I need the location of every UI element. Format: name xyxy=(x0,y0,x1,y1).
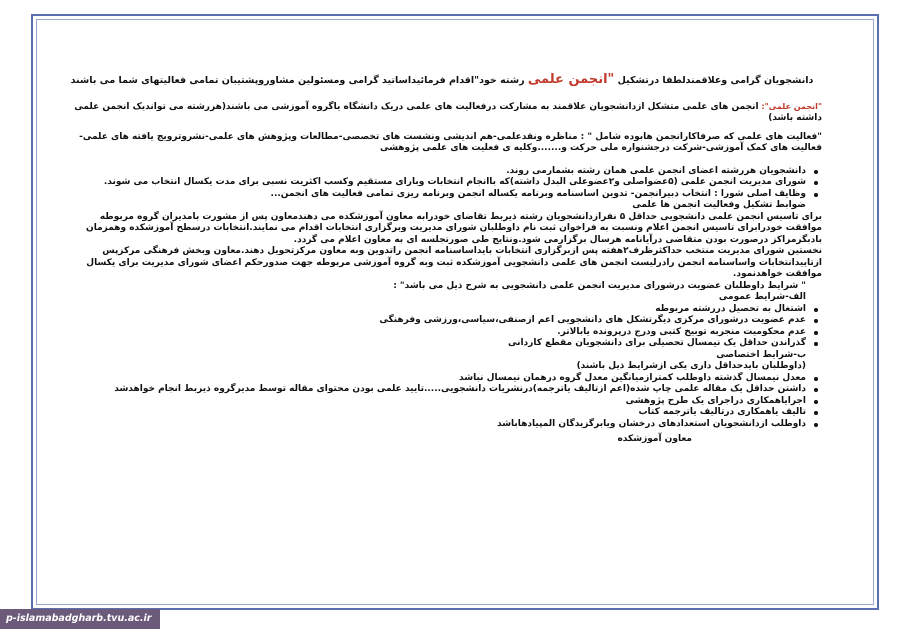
rules-paragraph-1: برای تاسیس انجمن علمی دانشجویی حداقل ۵ نفرازدانشجویان رشته ذیربط تقاضای خودرابه معاون آموزشکده می دهندمعاون پس از مشورت بامدیران گروه مربوطه موافقت خودرابرای تاسیس انجمن اعلام ونسبت به فراخوان ثبت نام داوطلبان شورای مدیریت وبرگزاری انتخابات اقدام می نمایند.انتخابات درسطح آموزشکده وهمزمان بادبگرمراکز درصورت بودن متقاضی درآیانامه هرسال برگزارمی شود.ونتایج طی صورتجلسه ای به معاون اعلام می گردد. xyxy=(86,211,822,245)
list-item: داوطلب ازدانشجویان استعدادهای درخشان ویابرگزیدگان المپیادهاباشد xyxy=(62,419,806,431)
intro-brand: "انجمن علمی xyxy=(527,72,615,87)
definition-text: انجمن های علمی متشکل ازدانشجویان علاقمند به مشارکت درفعالیت های علمی دریک دانشگاه یاگروه آموزشی می باشند(هررشته می توانديک انجمن علمی داشته باشد) xyxy=(74,101,822,123)
specific-note: (داوطلبان بایدحداقل داری یکی ازشرایط ذیل باشند) xyxy=(576,361,806,371)
general-list xyxy=(62,304,822,350)
activities-paragraph: "فعالیت های علمی که صرفاکارانجمن هابوده شامل " : مناظره ونقدعلمی-هم اندیشی ونشست های تخصصی-مطالعات وپژوهش های علمی-نشروترویج یافته های علمی-فعالیت های کمک آموزشی-شرکت درجشنواره ملی حرکت و.......وکلیه ی فعلیت های علمی پژوهشی xyxy=(79,131,822,153)
definition xyxy=(62,101,822,125)
specific-heading: ب-شرایط اختصاصی xyxy=(716,349,806,360)
specific-list xyxy=(62,373,822,431)
list-item: دانشجویان هررشته اعضای انجمن علمی همان رشته بشمارمی روند. xyxy=(62,166,806,178)
list-item: وظایف اصلی شورا : انتخاب دبیرانجمن- تدوین اساسنامه وبرنامه یکساله انجمن وبرنامه ریزی تمامی فعالیت های انجمن... xyxy=(62,189,806,201)
list-item: عدم عضویت درشورای مرکزی دیگرتشکل های دانشجویی اعم ازصنفی،سیاسی،ورزشی وفرهنگی xyxy=(62,315,806,327)
document-body xyxy=(62,74,822,446)
list-item: اجرایاهمکاری دراجرای یک طرح پژوهشی xyxy=(62,396,806,408)
list-item: داشتن حداقل یک مقاله علمی چاپ شده(اعم ازتالیف یاترجمه)درنشریات دانشجویی.....تایید علمی بودن محتوای مقاله توسط مدیرگروه ذیربط انجام خواهدشد xyxy=(62,384,806,396)
intro-before: دانشجویان گرامی وعلاقمندلطفا درتشکیل xyxy=(614,75,814,86)
rules-heading: ضوابط تشکیل وفعالیت انجمن ها علمی xyxy=(632,200,806,210)
list-item: اشتغال به تحصیل دررشته مربوطه xyxy=(62,304,806,316)
list-item: تالیف یاهمکاری درتالیف یاترجمه کتاب xyxy=(62,407,806,419)
intro-line xyxy=(62,74,822,87)
intro-after: رشته خود"اقدام فرمائیداساتید گرامی ومسئولین مشاوروپشتیبان تمامی فعالیتهای شما می باشند xyxy=(70,75,528,86)
general-heading: الف-شرایط عمومی xyxy=(718,292,806,302)
list-item: شورای مدیریت انجمن علمی (۵عضواصلی و۲عضوعلی البدل داشته)که باانجام انتخابات وبارای مستقیم وکسب اکثریت نسبی برای مدت یکسال انتخاب می شوند. xyxy=(62,177,806,189)
conditions-intro: " شرایط داوطلبان عضویت درشورای مدیریت انجمن علمی دانشجویی به شرح ذیل می باشد" : xyxy=(393,280,806,291)
membership-list xyxy=(62,166,822,201)
rules-paragraph-2: نخستین شورای مدیریت منتخب حداکثرظرف۲هفته پس ازبرگزاری انتخابات بایداساسنامه انجمن راتدوین وبه معاون مرکزتحویل دهند.معاون وبخش فرهنگی مرکزپس ازتاییدانتخابات واساسنامه انجمن رادرلیست انجمن های علمی دانشجویی آموزشکده ثبت وبه گروه آموزشی مربوطه جهت صدورحکم اعضای شورای مدیریت برای یکسال موافقت خواهدنمود. xyxy=(86,246,822,279)
list-item: عدم محکومیت منجربه توبیخ کتبی ودرج درپرونده یابالاتر. xyxy=(62,327,806,339)
list-item: معدل نیمسال گذشته داوطلب کمترازمیانگین معدل گروه درهمان نیمسال نباشد xyxy=(62,373,806,385)
definition-label: "انجمن علمی": xyxy=(758,101,822,111)
signature: معاون آموزشکده xyxy=(617,434,692,444)
footer-url[interactable]: p-islamabadgharb.tvu.ac.ir xyxy=(0,609,160,629)
list-item: گذراندن حداقل یک نیمسال تحصیلی برای دانشجویان مقطع کاردانی xyxy=(62,338,806,350)
